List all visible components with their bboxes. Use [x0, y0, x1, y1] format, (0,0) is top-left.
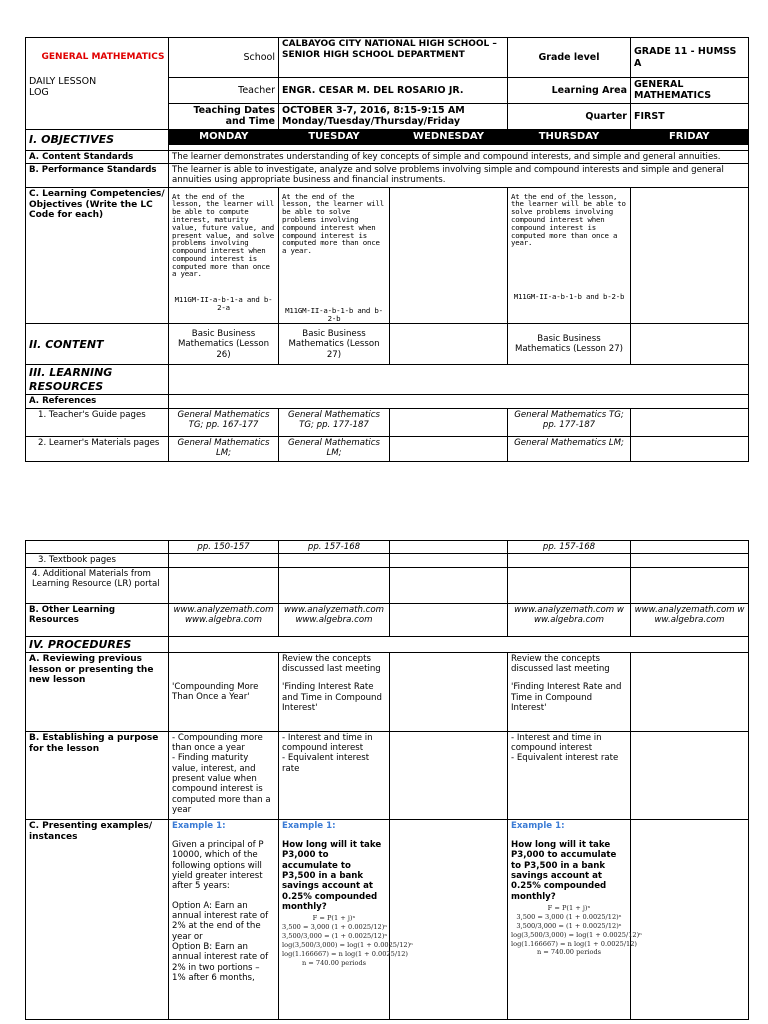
performance-standards-text: The learner is able to investigate, analyze and solve problems involving simple and compound interests and simple and general annuities using appropriate business and financial instruments.	[169, 164, 749, 188]
content-standards-text: The learner demonstrates understanding of key concepts of simple and compound interests, and simple and general annuities.	[169, 150, 749, 163]
grade-label: Grade level	[508, 38, 631, 78]
lm-tuesday: General Mathematics LM;	[279, 436, 390, 461]
competencies-wednesday	[390, 187, 508, 324]
procedure-c-thursday: Example 1: How long will it take P3,000 to accumulate to P3,500 in a bank savings account at 0.25% compounded monthly? F = P(1 + j)ⁿ 3,500 = 3,000 (1 + 0.0025/12)ⁿ 3,500/3,000 = (1 + 0.0025/12)ⁿ log(3,500/3,000) = log(1 + 0.0025/12)ⁿ log(1.166667) = n log(1 + 0.0025/12) n = 740.00 periods	[508, 819, 631, 1019]
school-value: CALBAYOG CITY NATIONAL HIGH SCHOOL – SENIOR HIGH SCHOOL DEPARTMENT	[279, 38, 508, 78]
procedure-a-label: A. Reviewing previous lesson or presenting the new lesson	[26, 652, 169, 731]
tg-monday: General Mathematics TG; pp. 167-177	[169, 408, 279, 436]
day-thursday: THURSDAY	[508, 129, 631, 144]
day-friday: FRIDAY	[631, 129, 749, 144]
performance-standards-label: B. Performance Standards	[26, 164, 169, 188]
lm-tuesday-pages: pp. 157-168	[279, 541, 390, 554]
day-monday: MONDAY	[169, 129, 279, 144]
quarter-label: Quarter	[508, 103, 631, 129]
tg-thursday: General Mathematics TG; pp. 177-187	[508, 408, 631, 436]
lesson-log-table-1	[25, 37, 749, 462]
content-thursday: Basic Business Mathematics (Lesson 27)	[508, 324, 631, 365]
tg-tuesday: General Mathematics TG; pp. 177-187	[279, 408, 390, 436]
other-monday: www.analyzemath.com www.algebra.com	[169, 603, 279, 636]
lm-thursday: General Mathematics LM;	[508, 436, 631, 461]
example-label-tuesday: Example 1:	[282, 820, 336, 831]
resources-heading: III. LEARNING RESOURCES	[26, 365, 169, 395]
procedure-b-label: B. Establishing a purpose for the lesson	[26, 731, 169, 819]
content-standards-label: A. Content Standards	[26, 150, 169, 163]
area-label: Learning Area	[508, 78, 631, 104]
procedure-a-monday: 'Compounding More Than Once a Year'	[169, 652, 279, 731]
other-resources-label: B. Other Learning Resources	[26, 603, 169, 636]
competencies-label: C. Learning Competencies/ Objectives (Write the LC Code for each)	[26, 187, 169, 324]
lesson-log-page-2	[25, 540, 748, 1020]
content-tuesday: Basic Business Mathematics (Lesson 27)	[279, 324, 390, 365]
procedure-a-thursday: Review the concepts discussed last meeting 'Finding Interest Rate and Time in Compound Interest'	[508, 652, 631, 731]
other-tuesday: www.analyzemath.com www.algebra.com	[279, 603, 390, 636]
procedure-b-monday: - Compounding more than once a year - Finding maturity value, interest, and present value when compound interest is computed more than a year	[169, 731, 279, 819]
solution-math-thursday: F = P(1 + j)ⁿ 3,500 = 3,000 (1 + 0.0025/12)ⁿ 3,500/3,000 = (1 + 0.0025/12)ⁿ log(3,500/3,000) = log(1 + 0.0025/12)ⁿ log(1.166667) = n log(1 + 0.0025/12) n = 740.00 periods	[511, 904, 643, 957]
content-wednesday	[390, 324, 508, 365]
area-value: GENERAL MATHEMATICS	[631, 78, 749, 104]
lm-monday: General Mathematics LM;	[169, 436, 279, 461]
day-wednesday: WEDNESDAY	[390, 129, 508, 144]
references-label: A. References	[26, 395, 169, 408]
quarter-value: FIRST	[631, 103, 749, 129]
additional-materials-label: 4. Additional Materials from Learning Resource (LR) portal	[26, 567, 169, 603]
textbook-label: 3. Textbook pages	[26, 554, 169, 567]
lm-monday-pages: pp. 150-157	[169, 541, 279, 554]
content-friday	[631, 324, 749, 365]
procedure-c-monday: Example 1: Given a principal of P 10000, which of the following options will yield greater interest after 5 years: Option A: Earn an annual interest rate of 2% at the end of the year or Option B: Earn an annual interest rate of 2% in two portions – 1% after 6 months,	[169, 819, 279, 1019]
competencies-monday: At the end of the lesson, the learner will be able to compute interest, maturity value, future value, and present value, and solve problems involving compound interest when compound interest is computed more than once a year. M11GM-II-a-b-1-a and b-2-a	[169, 187, 279, 324]
competencies-tuesday: At the end of the lesson, the learner will be able to solve problems involving compound interest when compound interest is computed more than once a year. M11GM-II-a-b-1-b and b-2-b	[279, 187, 390, 324]
content-heading: II. CONTENT	[26, 324, 169, 365]
lm-thursday-pages: pp. 157-168	[508, 541, 631, 554]
tg-label: 1. Teacher's Guide pages	[26, 408, 169, 436]
procedure-a-tuesday: Review the concepts discussed last meeting 'Finding Interest Rate and Time in Compound Interest'	[279, 652, 390, 731]
teacher-label: Teacher	[169, 78, 279, 104]
log-subtitle: DAILY LESSON LOG	[29, 75, 97, 99]
solution-math-tuesday: F = P(1 + j)ⁿ 3,500 = 3,000 (1 + 0.0025/12)ⁿ 3,500/3,000 = (1 + 0.0025/12)ⁿ log(3,500/3,000) = log(1 + 0.0025/12)ⁿ log(1.166667) = n log(1 + 0.0025/12) n = 740.00 periods	[282, 914, 414, 967]
content-monday: Basic Business Mathematics (Lesson 26)	[169, 324, 279, 365]
dates-value: OCTOBER 3-7, 2016, 8:15-9:15 AM Monday/Tuesday/Thursday/Friday	[279, 103, 508, 129]
procedure-c-label: C. Presenting examples/ instances	[26, 819, 169, 1019]
lm-label: 2. Learner's Materials pages	[26, 436, 169, 461]
other-thursday: www.analyzemath.com www.algebra.com	[508, 603, 631, 636]
day-tuesday: TUESDAY	[279, 129, 390, 144]
lesson-log-table-2	[25, 540, 749, 1020]
teacher-value: ENGR. CESAR M. DEL ROSARIO JR.	[279, 78, 508, 104]
log-title: GENERAL MATHEMATICS	[41, 52, 165, 62]
procedure-b-tuesday: - Interest and time in compound interest - Equivalent interest rate	[279, 731, 390, 819]
procedures-heading: IV. PROCEDURES	[26, 636, 169, 652]
competencies-friday	[631, 187, 749, 324]
school-label: School	[169, 38, 279, 78]
grade-value: GRADE 11 - HUMSS A	[631, 38, 749, 78]
lesson-log-page-1	[25, 37, 748, 462]
competencies-thursday: At the end of the lesson, the learner will be able to solve problems involving compound interest when compound interest is computed more than once a year. M11GM-II-a-b-1-b and b-2-b	[508, 187, 631, 324]
example-label-monday: Example 1:	[172, 820, 226, 831]
dates-label: Teaching Dates and Time	[169, 103, 279, 129]
procedure-c-tuesday: Example 1: How long will it take P3,000 to accumulate to P3,500 in a bank savings account at 0.25% compounded monthly? F = P(1 + j)ⁿ 3,500 = 3,000 (1 + 0.0025/12)ⁿ 3,500/3,000 = (1 + 0.0025/12)ⁿ log(3,500/3,000) = log(1 + 0.0025/12)ⁿ log(1.166667) = n log(1 + 0.0025/12) n = 740.00 periods	[279, 819, 390, 1019]
procedure-b-thursday: - Interest and time in compound interest - Equivalent interest rate	[508, 731, 631, 819]
objectives-heading: I. OBJECTIVES	[26, 129, 169, 150]
example-label-thursday: Example 1:	[511, 820, 565, 831]
other-friday: www.analyzemath.com www.algebra.com	[631, 603, 749, 636]
